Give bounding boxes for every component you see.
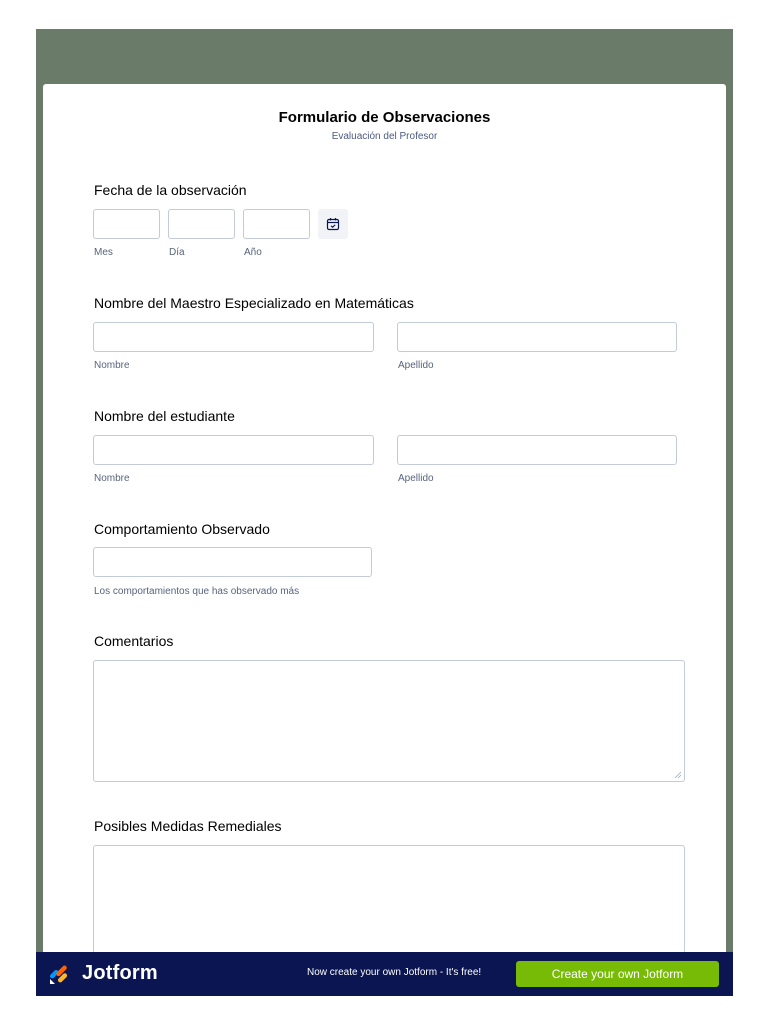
month-input[interactable] <box>93 209 160 239</box>
comments-question-label: Comentarios <box>94 633 174 649</box>
day-input[interactable] <box>168 209 235 239</box>
teacher-first-name-sublabel: Nombre <box>94 360 130 371</box>
teacher-last-name-input[interactable] <box>397 322 677 352</box>
day-sublabel: Día <box>169 247 185 258</box>
month-sublabel: Mes <box>94 247 113 258</box>
student-first-name-input[interactable] <box>93 435 374 465</box>
student-last-name-input[interactable] <box>397 435 677 465</box>
form-frame <box>36 29 733 996</box>
student-question-label: Nombre del estudiante <box>94 408 235 424</box>
resize-grip-icon[interactable] <box>674 771 682 779</box>
form-subtitle: Evaluación del Profesor <box>331 131 438 142</box>
form-title: Formulario de Observaciones <box>278 109 491 126</box>
teacher-first-name-input[interactable] <box>93 322 374 352</box>
teacher-question-label: Nombre del Maestro Especializado en Matemáticas <box>94 295 414 311</box>
year-sublabel: Año <box>244 247 262 258</box>
teacher-last-name-sublabel: Apellido <box>398 360 434 371</box>
form-card <box>43 84 726 996</box>
comments-textarea[interactable] <box>93 660 685 782</box>
behavior-input[interactable] <box>93 547 372 577</box>
create-jotform-button[interactable]: Create your own Jotform <box>516 961 719 987</box>
behavior-sublabel: Los comportamientos que has observado más <box>94 586 300 597</box>
behavior-question-label: Comportamiento Observado <box>94 521 270 537</box>
remedial-question-label: Posibles Medidas Remediales <box>94 818 282 834</box>
student-last-name-sublabel: Apellido <box>398 473 434 484</box>
calendar-button[interactable] <box>318 209 348 239</box>
date-question-label: Fecha de la observación <box>94 182 247 198</box>
jotform-brand[interactable] <box>48 962 158 985</box>
jotform-logo-icon <box>48 963 72 985</box>
jotform-brand-name: Jotform <box>82 962 158 984</box>
student-first-name-sublabel: Nombre <box>94 473 130 484</box>
calendar-icon <box>326 217 340 231</box>
year-input[interactable] <box>243 209 310 239</box>
jotform-footer <box>36 952 733 996</box>
footer-promo-text: Now create your own Jotform - It's free! <box>307 967 482 978</box>
